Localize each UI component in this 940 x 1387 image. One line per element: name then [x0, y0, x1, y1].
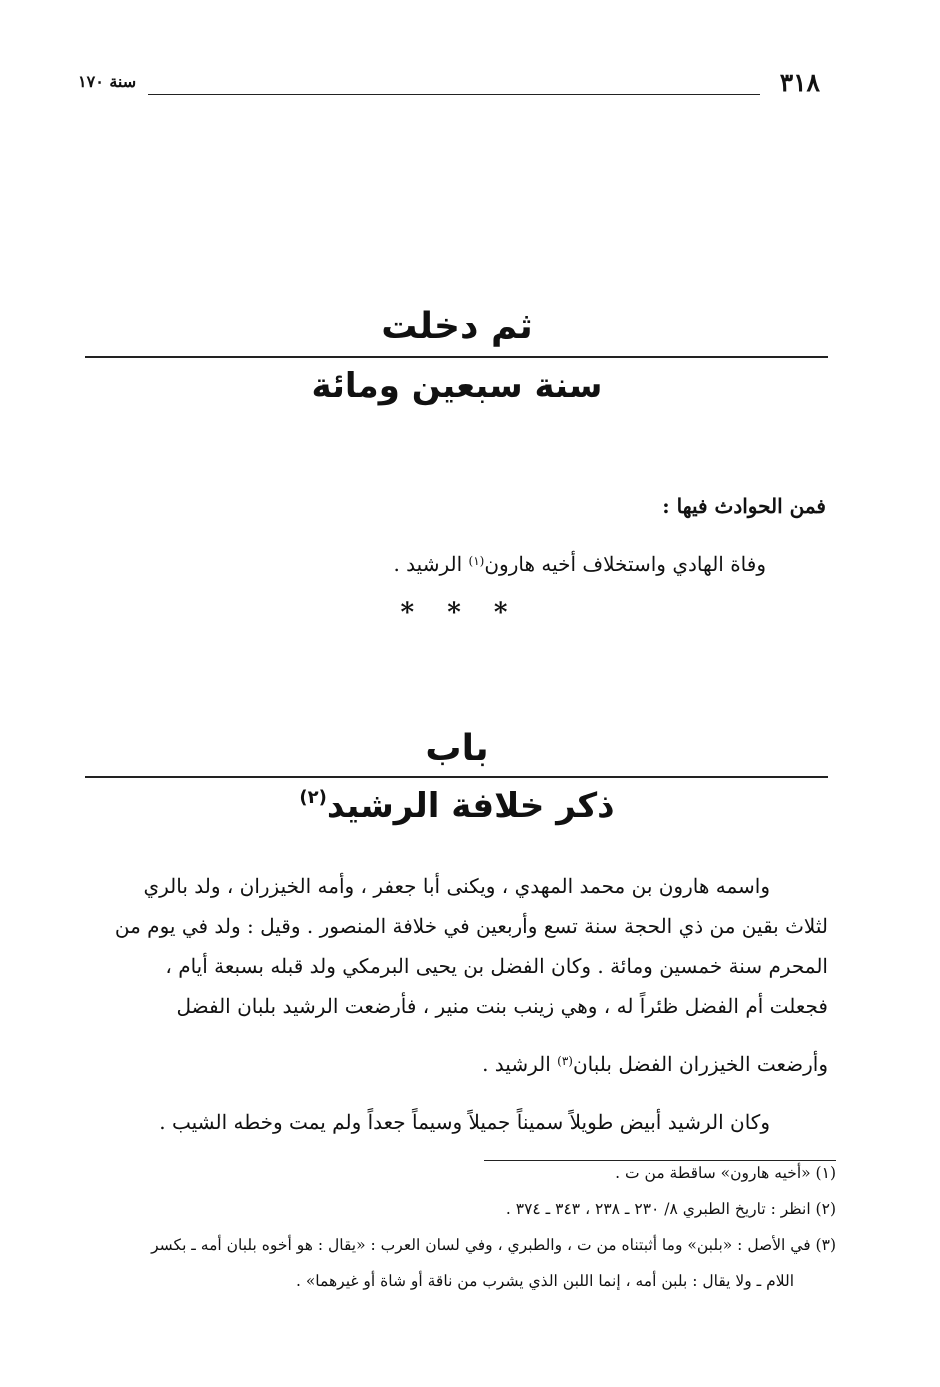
footnote-1: (١) «أخيه هارون» ساقطة من ت . — [615, 1164, 836, 1182]
event-item-text: وفاة الهادي واستخلاف أخيه هارون — [484, 552, 766, 576]
body-line-5-end: الرشيد . — [482, 1052, 558, 1076]
body-line-3: المحرم سنة خمسين ومائة . وكان الفضل بن يحيى البرمكي ولد قبله بسبعة أيام ، — [165, 954, 828, 978]
section-title-rule — [85, 356, 828, 358]
body-line-4: فجعلت أم الفضل ظئراً له ، وهي زينب بنت منير ، فأرضعت الرشيد بلبان الفضل — [176, 994, 828, 1018]
event-item — [393, 544, 766, 584]
section-title-year: سنة سبعين ومائة — [311, 366, 603, 406]
header-year: سنة ١٧٠ — [78, 72, 137, 91]
footnote-ref: (٢) — [299, 787, 327, 808]
section-title-then-entered: ثم دخلت — [381, 306, 533, 347]
footnote-3-line-2: اللام ـ ولا يقال : بلبن أمه ، إنما اللبن الذي يشرب من ناقة أو شاة أو غيرهما» . — [295, 1272, 794, 1290]
page-number: ٣١٨ — [779, 68, 820, 97]
body-line-2: لثلاث بقين من ذي الحجة سنة تسع وأربعين في خلافة المنصور . وقيل : ولد في يوم من — [114, 914, 828, 938]
body-line-6: وكان الرشيد أبيض طويلاً سميناً جميلاً وسيماً جعداً ولم يمت وخطه الشيب . — [159, 1110, 770, 1134]
body-line-1: واسمه هارون بن محمد المهدي ، ويكنى أبا جعفر ، وأمه الخيزران ، ولد بالري — [143, 874, 770, 898]
chapter-title-rule — [85, 776, 828, 778]
event-item-end: الرشيد . — [393, 552, 469, 576]
footnote-ref: (٣) — [557, 1054, 573, 1068]
header-rule — [148, 94, 760, 95]
chapter-title-text: ذكر خلافة الرشيد — [326, 786, 615, 826]
body-line-5-text: وأرضعت الخيزران الفضل بلبان — [572, 1052, 828, 1076]
body-line-5 — [482, 1044, 828, 1084]
footnote-3-line-1: (٣) في الأصل : «بلبن» وما أثبتناه من ت ، والطبري ، وفي لسان العرب : «يقال : هو أخوه بلبان أمه ـ بكسر — [151, 1236, 836, 1254]
footnote-2: (٢) انظر : تاريخ الطبري ٨/ ٢٣٠ ـ ٢٣٨ ، ٣٤٣ ـ ٣٧٤ . — [505, 1200, 836, 1218]
footnote-ref: (١) — [468, 554, 485, 568]
chapter-title-bab: باب — [425, 728, 489, 769]
section-separator-stars: * * * — [400, 598, 520, 628]
chapter-title — [86, 786, 828, 826]
running-header — [78, 68, 820, 98]
events-heading: فمن الحوادث فيها : — [662, 494, 826, 518]
